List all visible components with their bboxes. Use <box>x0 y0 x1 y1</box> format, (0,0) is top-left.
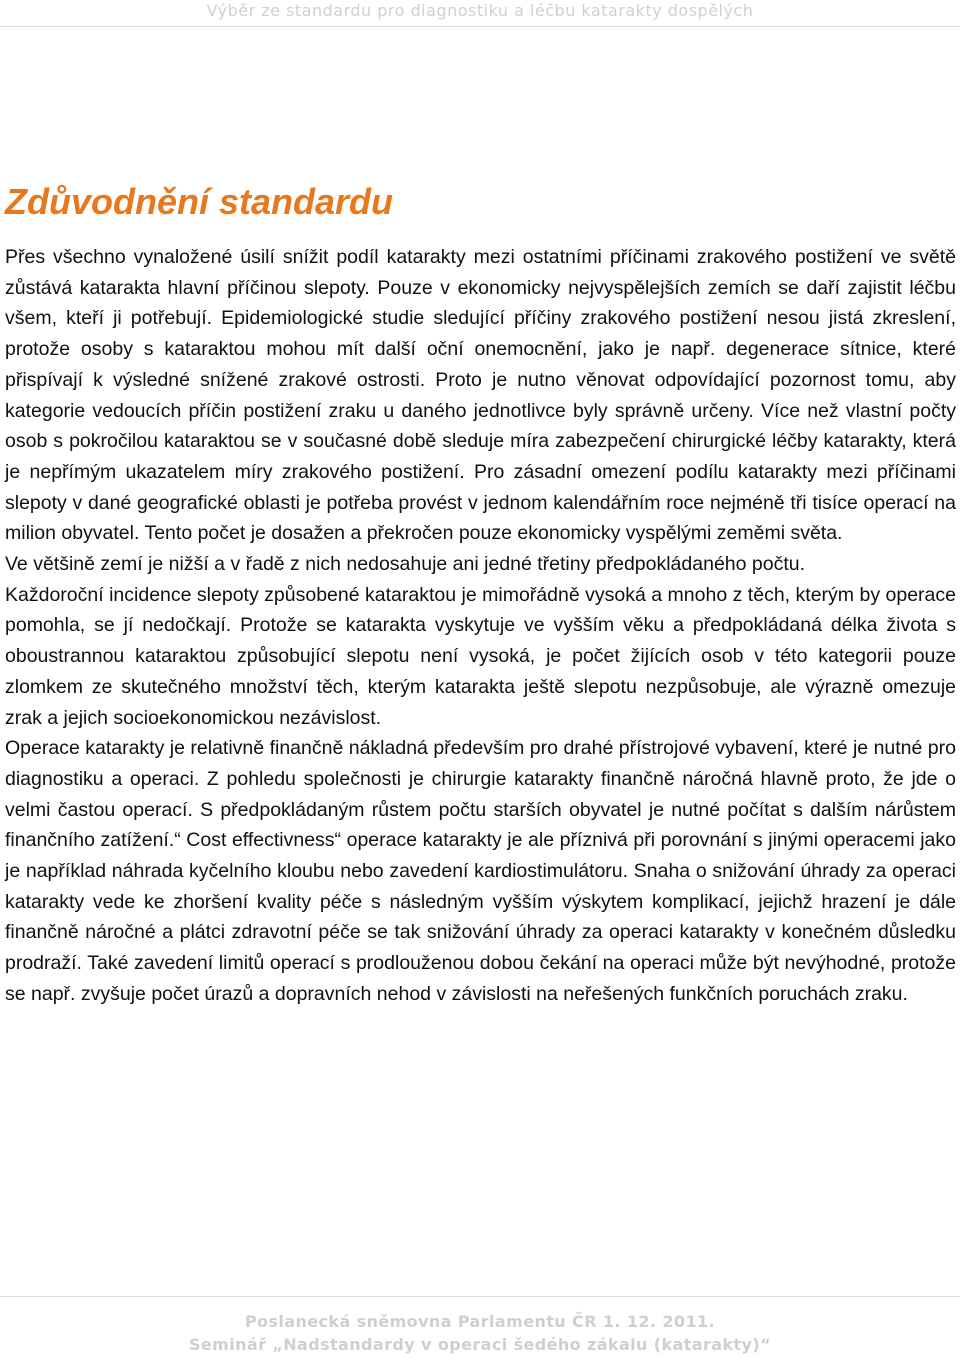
header-divider <box>0 26 960 27</box>
paragraph-incidence: Každoroční incidence slepoty způsobené kataraktou je mimořádně vysoká a mnoho z těch, kterým by operace pomohla, se jí nedočkají. Protože se katarakta vyskytuje ve vyšším věku a předpokládaná délka života s oboustrannou kataraktou způsobující slepotu není vysoká, je počet žijících osob v této kategorii pouze zlomkem ze skutečného množství těch, kterým katarakta ještě slepotu nezpůsobuje, ale výrazně omezuje zrak a jejich socioekonomickou nezávislost. <box>5 583 956 729</box>
footer-line-2: Seminář „Nadstandardy v operaci šedého zákalu (katarakty)“ <box>188 1335 772 1354</box>
paragraph-coverage: Ve většině zemí je nižší a v řadě z nich nedosahuje ani jedné třetiny předpokládaného počtu. <box>5 553 806 576</box>
running-header: Výběr ze standardu pro diagnostiku a léčbu katarakty dospělých <box>206 1 754 20</box>
footer <box>0 1310 960 1356</box>
footer-line-1: Poslanecká sněmovna Parlamentu ČR 1. 12. 2011. <box>244 1312 715 1331</box>
section-title: Zdůvodnění standardu <box>5 181 394 222</box>
body-text <box>5 242 956 1010</box>
footer-divider <box>0 1296 960 1297</box>
paragraph-reasoning: Přes všechno vynaložené úsilí snížit podíl katarakty mezi ostatními příčinami zrakového postižení ve světě zůstává katarakta hlavní příčinou slepoty. Pouze v ekonomicky nejvyspělejších zemích se daří zajistit léčbu všem, kteří ji potřebují. Epidemiologické studie sledující příčiny zrakového postižení nesou jistá zkreslení, protože osoby s kataraktou mohou mít další oční onemocnění, jako je např. degenerace sítnice, které přispívají k výsledné snížené zrakové ostrosti. Proto je nutno věnovat odpovídající pozornost tomu, aby kategorie vedoucích příčin postižení zraku u daného jednotlivce byly správně určeny. Více než vlastní počty osob s pokročilou kataraktou se v současné době sleduje míra zabezpečení chirurgické léčby katarakty, která je nepřímým ukazatelem míry zrakového postižení. Pro zásadní omezení podílu katarakty mezi příčinami slepoty v dané geografické oblasti je potřeba provést v jednom kalendářním roce nejméně tři tisíce operací na milion obyvatel. Tento počet je dosažen a překročen pouze ekonomicky vyspělými zeměmi světa. <box>5 246 956 545</box>
paragraph-costs: Operace katarakty je relativně finančně nákladná především pro drahé přístrojové vybavení, které je nutné pro diagnostiku a operaci. Z pohledu společnosti je chirurgie katarakty finančně náročná hlavně proto, že jde o velmi častou operací. S předpokládaným růstem počtu starších obyvatel je nutné počítat s dalším nárůstem finančního zatížení.“ Cost effectivness“ operace katarakty je ale příznivá při porovnání s jinými operacemi jako je například náhrada kyčelního kloubu nebo zavedení kardiostimulátoru. Snaha o snižování úhrady za operaci katarakty vede ke zhoršení kvality péče s následným vyšším výskytem komplikací, jejichž hrazení je dále finančně náročné a plátci zdravotní péče se tak snižování úhrady za operaci katarakty v konečném důsledku prodraží. Také zavedení limitů operací s prodlouženou dobou čekání na operaci může být nevýhodné, protože se např. zvyšuje počet úrazů a dopravních nehod v závislosti na neřešených funkčních poruchách zraku. <box>5 737 956 1005</box>
